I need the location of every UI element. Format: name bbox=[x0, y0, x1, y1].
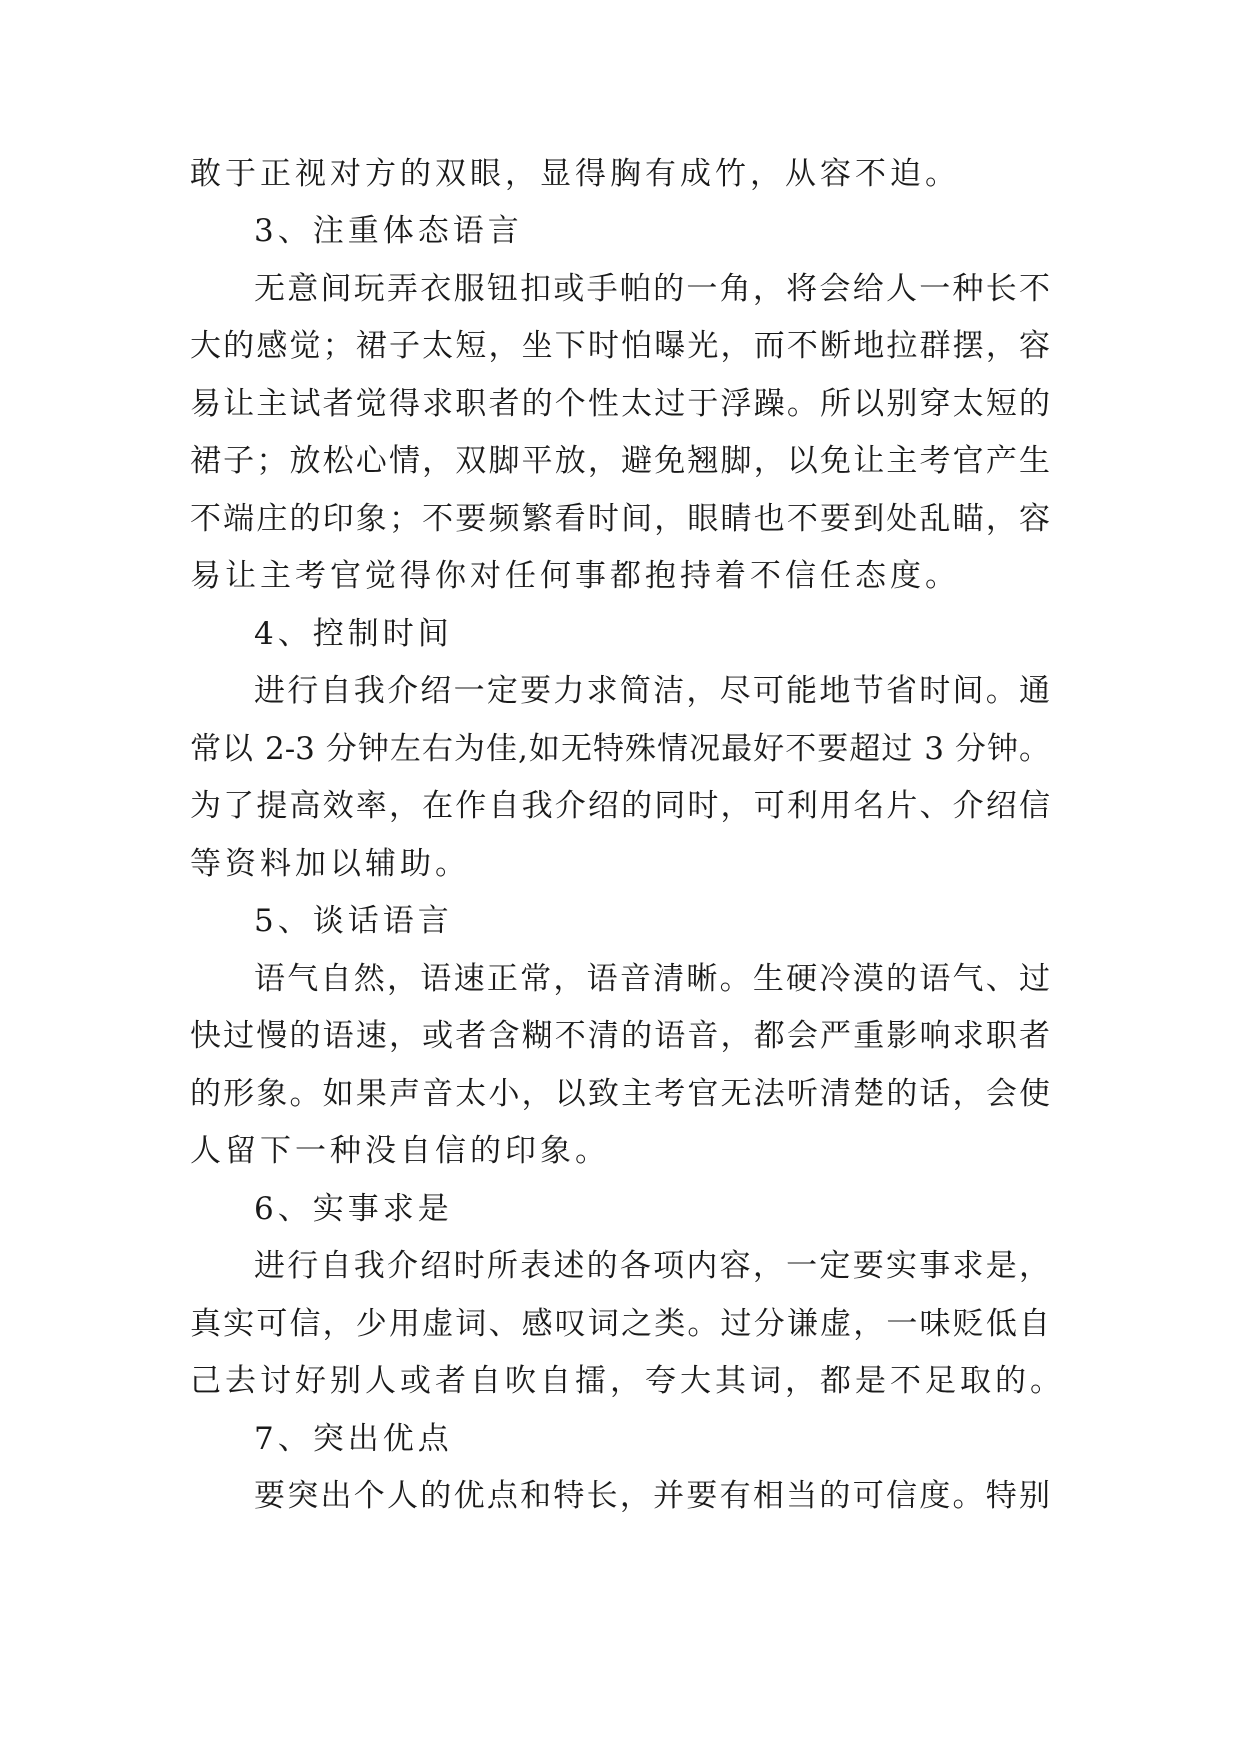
text-line: 裙子；放松心情，双脚平放，避免翘脚，以免让主考官产生 bbox=[190, 443, 1050, 479]
text-line: 为了提高效率，在作自我介绍的同时，可利用名片、介绍信 bbox=[190, 788, 1050, 824]
text-line: 快过慢的语速，或者含糊不清的语音，都会严重影响求职者 bbox=[190, 1018, 1050, 1054]
section-heading: 5、谈话语言 bbox=[254, 903, 453, 939]
text-line: 易让主试者觉得求职者的个性太过于浮躁。所以别穿太短的 bbox=[190, 386, 1050, 422]
text-line: 无意间玩弄衣服钮扣或手帕的一角，将会给人一种长不 bbox=[254, 271, 1050, 307]
text-line: 真实可信，少用虚词、感叹词之类。过分谦虚，一味贬低自 bbox=[190, 1306, 1050, 1342]
text-line: 要突出个人的优点和特长，并要有相当的可信度。特别 bbox=[254, 1478, 1050, 1514]
section-heading: 4、控制时间 bbox=[254, 616, 453, 652]
section-heading: 7、突出优点 bbox=[254, 1421, 453, 1457]
text-line: 不端庄的印象；不要频繁看时间，眼睛也不要到处乱瞄，容 bbox=[190, 501, 1050, 537]
text-line: 易让主考官觉得你对任何事都抱持着不信任态度。 bbox=[190, 558, 960, 594]
text-line: 的形象。如果声音太小，以致主考官无法听清楚的话，会使 bbox=[190, 1076, 1050, 1112]
text-line: 人留下一种没自信的印象。 bbox=[190, 1133, 610, 1169]
section-heading: 3、注重体态语言 bbox=[254, 213, 523, 249]
text-line: 进行自我介绍时所表述的各项内容，一定要实事求是， bbox=[254, 1248, 1050, 1284]
text-line: 敢于正视对方的双眼，显得胸有成竹，从容不迫。 bbox=[190, 156, 960, 192]
text-line: 语气自然，语速正常，语音清晰。生硬冷漠的语气、过 bbox=[254, 961, 1050, 997]
text-line: 进行自我介绍一定要力求简洁，尽可能地节省时间。通 bbox=[254, 673, 1050, 709]
text-line: 常以 2-3 分钟左右为佳,如无特殊情况最好不要超过 3 分钟。 bbox=[190, 731, 1050, 767]
text-line: 大的感觉；裙子太短，坐下时怕曝光，而不断地拉群摆，容 bbox=[190, 328, 1050, 364]
text-line: 己去讨好别人或者自吹自擂，夸大其词，都是不足取的。 bbox=[190, 1363, 1065, 1399]
section-heading: 6、实事求是 bbox=[254, 1191, 453, 1227]
text-line: 等资料加以辅助。 bbox=[190, 846, 470, 882]
